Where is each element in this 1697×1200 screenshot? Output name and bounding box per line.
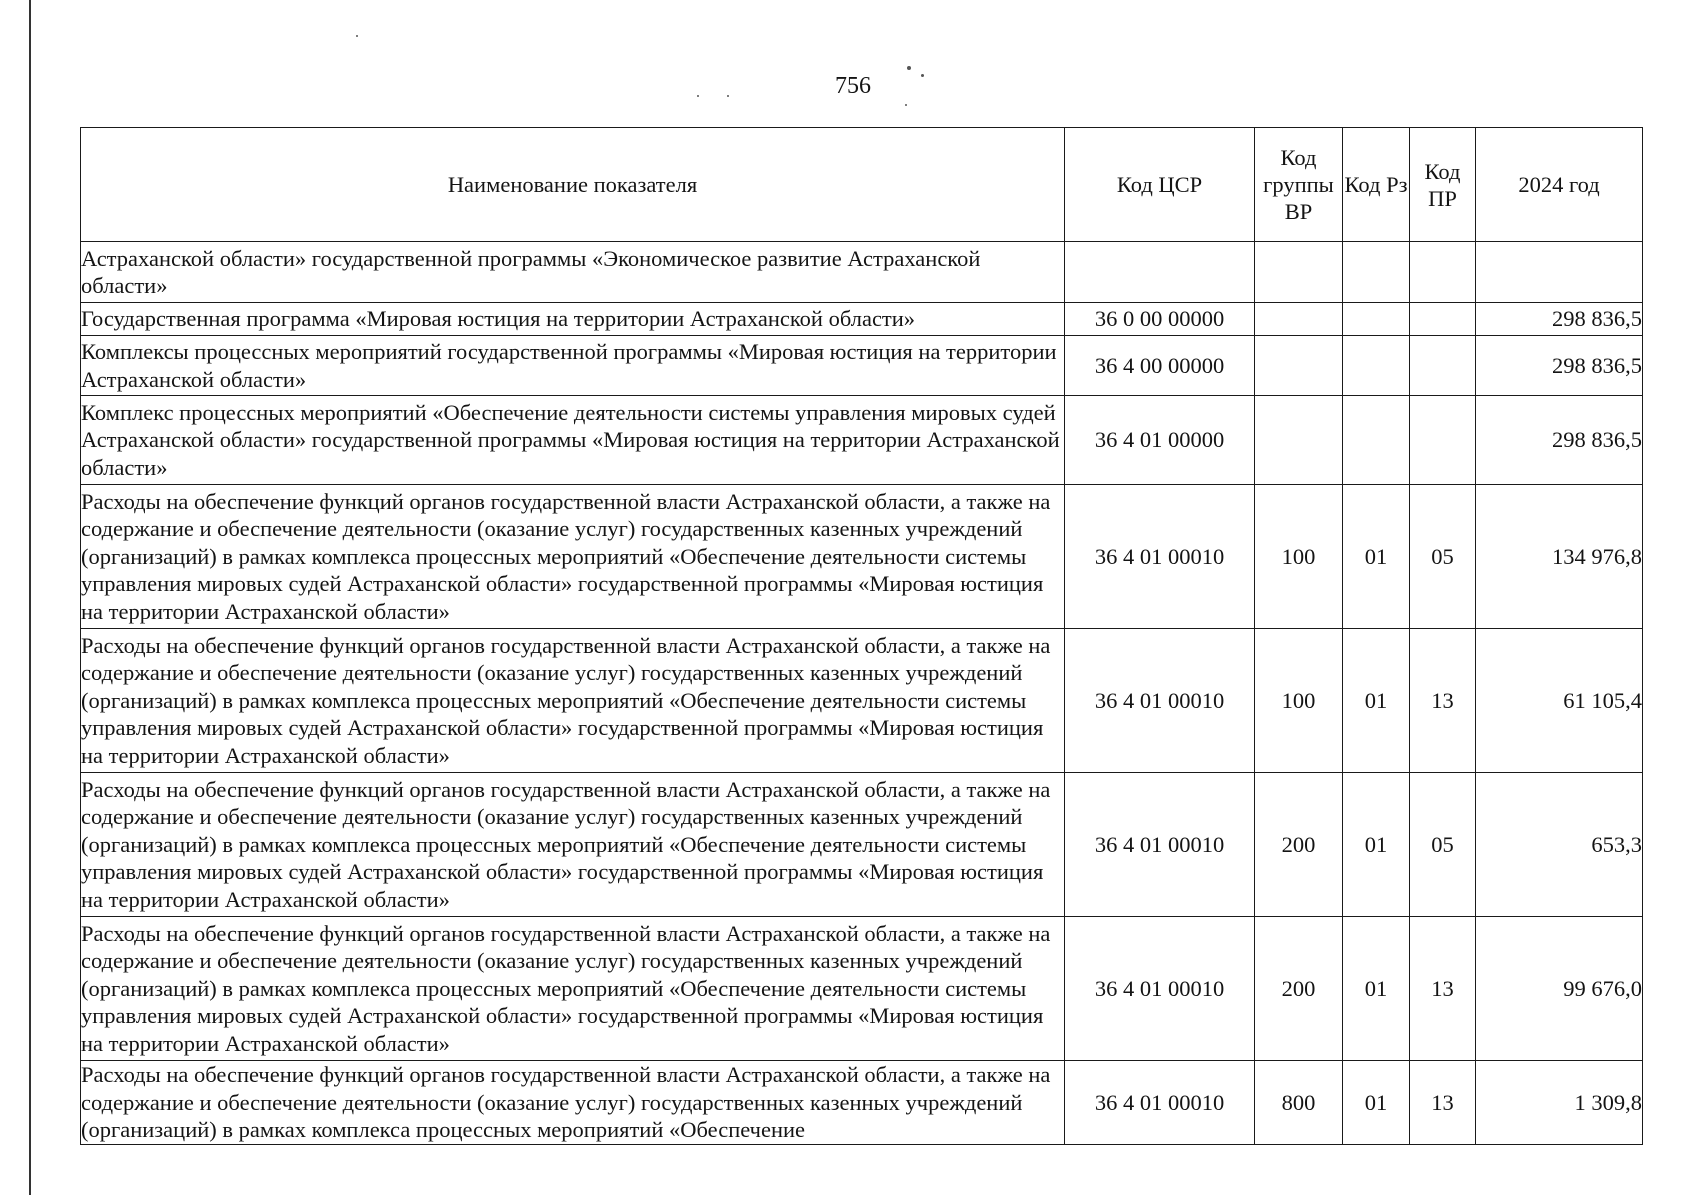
row-rz	[1343, 396, 1410, 485]
budget-table	[80, 127, 1643, 1145]
row-vr: 200	[1255, 773, 1343, 917]
row-vr	[1255, 303, 1343, 336]
page-number: 756	[835, 73, 871, 99]
table-row	[81, 1061, 1643, 1145]
row-amount: 298 836,5	[1476, 336, 1643, 396]
row-amount: 653,3	[1476, 773, 1643, 917]
row-vr: 800	[1255, 1061, 1343, 1145]
header-pr: Код ПР	[1410, 128, 1476, 242]
row-rz	[1343, 336, 1410, 396]
row-amount: 61 105,4	[1476, 629, 1643, 773]
row-pr: 13	[1410, 917, 1476, 1061]
row-rz	[1343, 242, 1410, 303]
row-csr	[1065, 242, 1255, 303]
header-rz: Код Рз	[1343, 128, 1410, 242]
row-rz: 01	[1343, 485, 1410, 629]
row-csr: 36 4 01 00010	[1065, 773, 1255, 917]
table-row	[81, 242, 1643, 303]
scan-speck	[907, 66, 911, 70]
row-pr	[1410, 336, 1476, 396]
row-name: Расходы на обеспечение функций органов государственной власти Астраханской области, а также на содержание и обеспечение деятельности (оказание услуг) государственных казенных учреждений (организаций) в рамках комплекса процессных мероприятий «Обеспечение	[81, 1061, 1065, 1145]
row-pr	[1410, 242, 1476, 303]
table-row	[81, 629, 1643, 773]
row-vr	[1255, 242, 1343, 303]
row-vr: 100	[1255, 629, 1343, 773]
header-csr: Код ЦСР	[1065, 128, 1255, 242]
table-row	[81, 917, 1643, 1061]
row-pr: 05	[1410, 485, 1476, 629]
row-name: Астраханской области» государственной программы «Экономическое развитие Астраханской области»	[81, 242, 1065, 303]
row-name: Государственная программа «Мировая юстиция на территории Астраханской области»	[81, 303, 1065, 336]
scan-speck	[356, 35, 358, 37]
row-vr: 100	[1255, 485, 1343, 629]
row-rz: 01	[1343, 773, 1410, 917]
table-header-row	[81, 128, 1643, 242]
row-amount: 1 309,8	[1476, 1061, 1643, 1145]
row-csr: 36 0 00 00000	[1065, 303, 1255, 336]
header-name: Наименование показателя	[81, 128, 1065, 242]
row-csr: 36 4 01 00010	[1065, 629, 1255, 773]
row-csr: 36 4 01 00010	[1065, 1061, 1255, 1145]
row-csr: 36 4 01 00010	[1065, 917, 1255, 1061]
row-pr: 13	[1410, 629, 1476, 773]
scan-speck	[905, 104, 907, 106]
row-pr: 13	[1410, 1061, 1476, 1145]
row-csr: 36 4 01 00010	[1065, 485, 1255, 629]
row-name: Комплекс процессных мероприятий «Обеспечение деятельности системы управления мировых судей Астраханской области» государственной программы «Мировая юстиция на территории Астраханской области»	[81, 396, 1065, 485]
row-vr: 200	[1255, 917, 1343, 1061]
row-csr: 36 4 00 00000	[1065, 336, 1255, 396]
row-amount: 134 976,8	[1476, 485, 1643, 629]
row-name: Расходы на обеспечение функций органов государственной власти Астраханской области, а также на содержание и обеспечение деятельности (оказание услуг) государственных казенных учреждений (организаций) в рамках комплекса процессных мероприятий «Обеспечение деятельности системы управления мировых судей Астраханской области» государственной программы «Мировая юстиция на территории Астраханской области»	[81, 629, 1065, 773]
table-row	[81, 773, 1643, 917]
row-rz: 01	[1343, 1061, 1410, 1145]
table-row	[81, 303, 1643, 336]
row-rz: 01	[1343, 917, 1410, 1061]
row-pr	[1410, 303, 1476, 336]
row-vr	[1255, 396, 1343, 485]
header-year: 2024 год	[1476, 128, 1643, 242]
scan-margin-rule	[29, 0, 31, 1195]
row-rz	[1343, 303, 1410, 336]
row-name: Комплексы процессных мероприятий государственной программы «Мировая юстиция на территории Астраханской области»	[81, 336, 1065, 396]
header-vr: Код группы ВР	[1255, 128, 1343, 242]
row-name: Расходы на обеспечение функций органов государственной власти Астраханской области, а также на содержание и обеспечение деятельности (оказание услуг) государственных казенных учреждений (организаций) в рамках комплекса процессных мероприятий «Обеспечение деятельности системы управления мировых судей Астраханской области» государственной программы «Мировая юстиция на территории Астраханской области»	[81, 917, 1065, 1061]
row-vr	[1255, 336, 1343, 396]
row-pr: 05	[1410, 773, 1476, 917]
scan-speck	[727, 95, 729, 97]
table-row	[81, 336, 1643, 396]
row-rz: 01	[1343, 629, 1410, 773]
row-name: Расходы на обеспечение функций органов государственной власти Астраханской области, а также на содержание и обеспечение деятельности (оказание услуг) государственных казенных учреждений (организаций) в рамках комплекса процессных мероприятий «Обеспечение деятельности системы управления мировых судей Астраханской области» государственной программы «Мировая юстиция на территории Астраханской области»	[81, 485, 1065, 629]
row-amount	[1476, 242, 1643, 303]
row-name: Расходы на обеспечение функций органов государственной власти Астраханской области, а также на содержание и обеспечение деятельности (оказание услуг) государственных казенных учреждений (организаций) в рамках комплекса процессных мероприятий «Обеспечение деятельности системы управления мировых судей Астраханской области» государственной программы «Мировая юстиция на территории Астраханской области»	[81, 773, 1065, 917]
scan-speck	[697, 95, 699, 97]
row-amount: 298 836,5	[1476, 303, 1643, 336]
row-pr	[1410, 396, 1476, 485]
row-csr: 36 4 01 00000	[1065, 396, 1255, 485]
scan-speck	[921, 74, 924, 77]
row-amount: 298 836,5	[1476, 396, 1643, 485]
table-row	[81, 485, 1643, 629]
row-amount: 99 676,0	[1476, 917, 1643, 1061]
table-row	[81, 396, 1643, 485]
